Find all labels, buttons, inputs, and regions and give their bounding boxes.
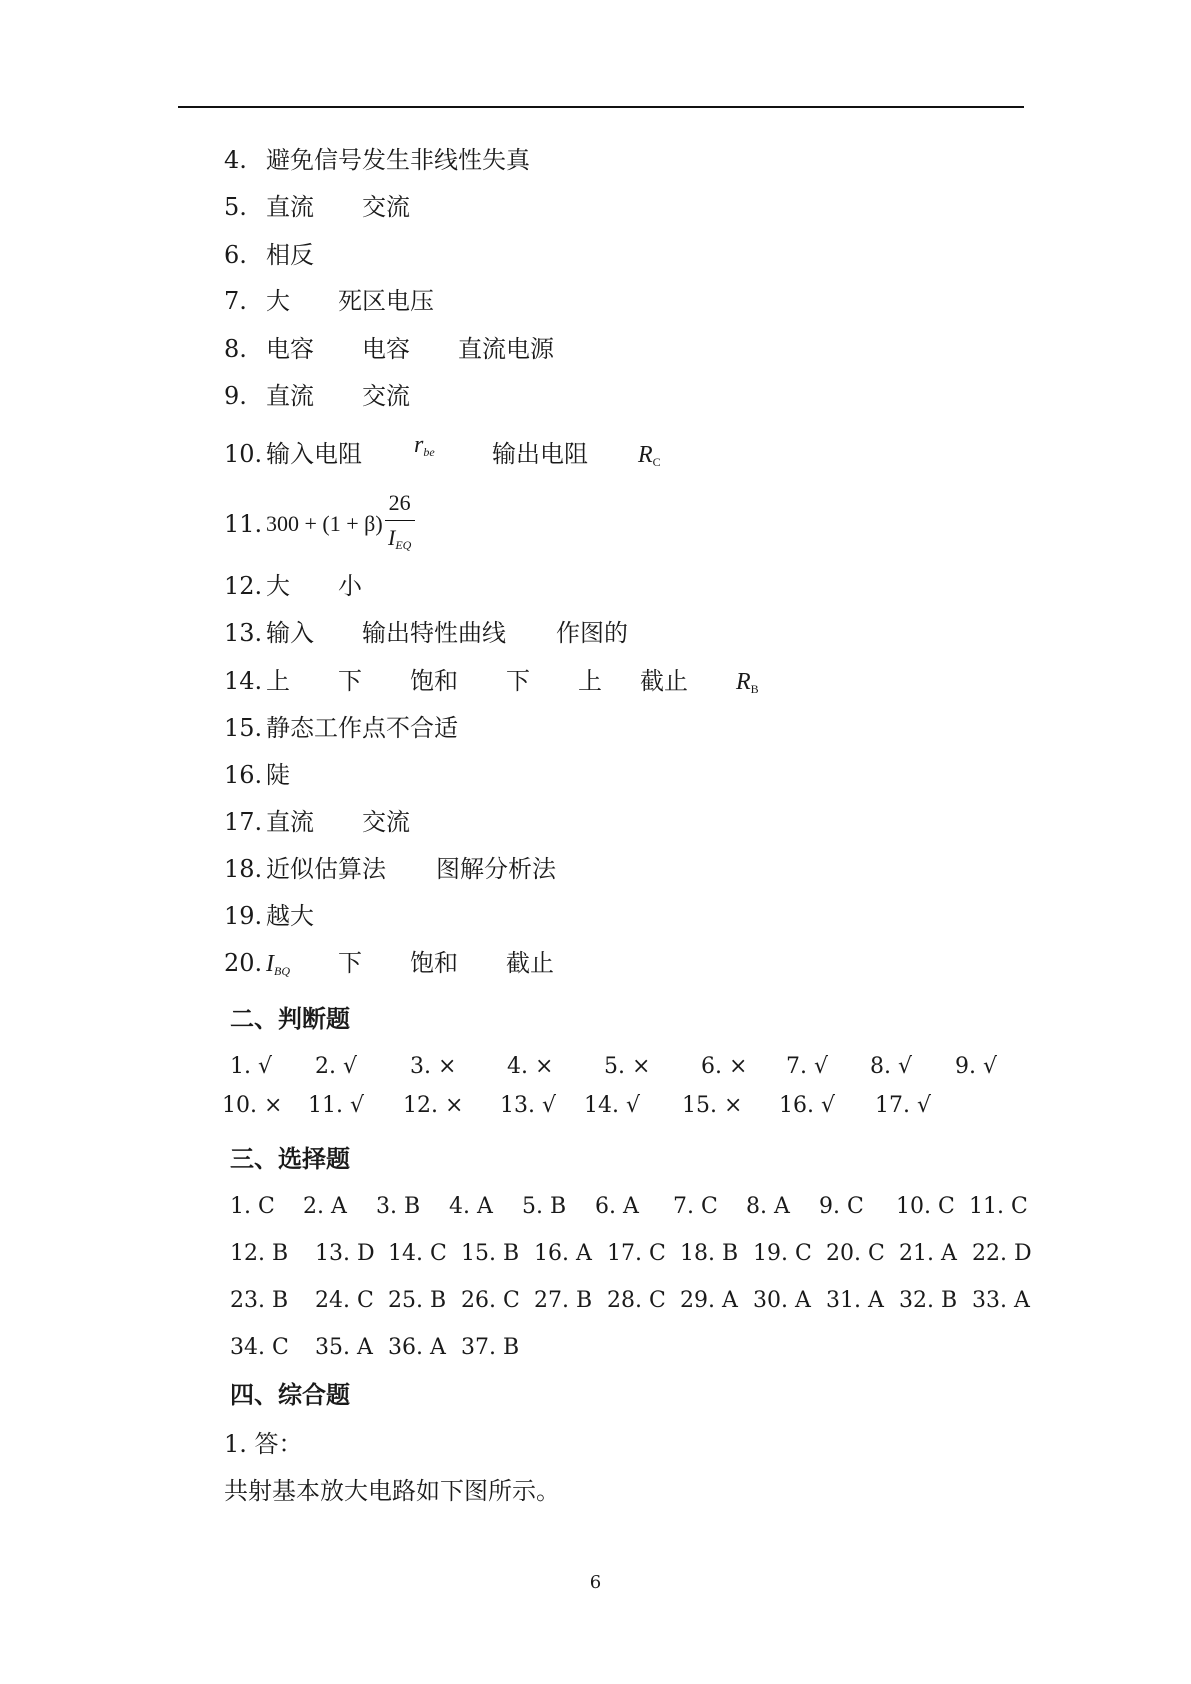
answer-17: 17. 直流 交流	[224, 808, 410, 836]
answer-12: 12. 大 小	[224, 572, 362, 600]
answer-10: 10. 输入电阻 $r_{be}$ 输出电阻 $R_C$	[224, 432, 661, 469]
answer-18: 18. 近似估算法 图解分析法	[224, 855, 556, 883]
r-c-symbol: R	[638, 442, 653, 468]
answer-8: 8. 电容 电容 直流电源	[224, 335, 554, 363]
answer-7: 7. 大 死区电压	[224, 287, 434, 315]
answer-16: 16. 陡	[224, 761, 290, 789]
section-title-comprehensive: 四、综合题	[230, 1381, 350, 1409]
answer-4: 4. 避免信号发生非线性失真	[224, 146, 530, 174]
answer-15: 15. 静态工作点不合适	[224, 714, 458, 742]
r-b-symbol: R	[736, 669, 751, 695]
i-bq-symbol: I	[266, 951, 274, 977]
section-title-judgement: 二、判断题	[230, 1005, 350, 1033]
answer-19: 19. 越大	[224, 902, 314, 930]
header-rule	[178, 106, 1024, 108]
r-symbol: r	[414, 432, 424, 458]
answer-11-formula: 11. 300 + (1 + β) $\frac{26}{I_{EQ}}$	[224, 486, 415, 560]
page-number: 6	[589, 1572, 602, 1593]
answer-label: 1. 答：	[224, 1430, 303, 1458]
answer-text: 共射基本放大电路如下图所示。	[224, 1477, 560, 1505]
answer-20: 20. $I_{BQ}$ 下 饱和 截止	[224, 949, 554, 978]
section-title-choice: 三、选择题	[230, 1145, 350, 1173]
answer-9: 9. 直流 交流	[224, 382, 410, 410]
answer-6: 6. 相反	[224, 241, 314, 269]
answer-13: 13. 输入 输出特性曲线 作图的	[224, 619, 628, 647]
fraction: $\frac{26}{I_{EQ}}$	[385, 486, 415, 562]
answer-5: 5. 直流 交流	[224, 193, 410, 221]
answer-14: 14. 上 下 饱和 下 上 截止 $R_B$	[224, 667, 759, 696]
